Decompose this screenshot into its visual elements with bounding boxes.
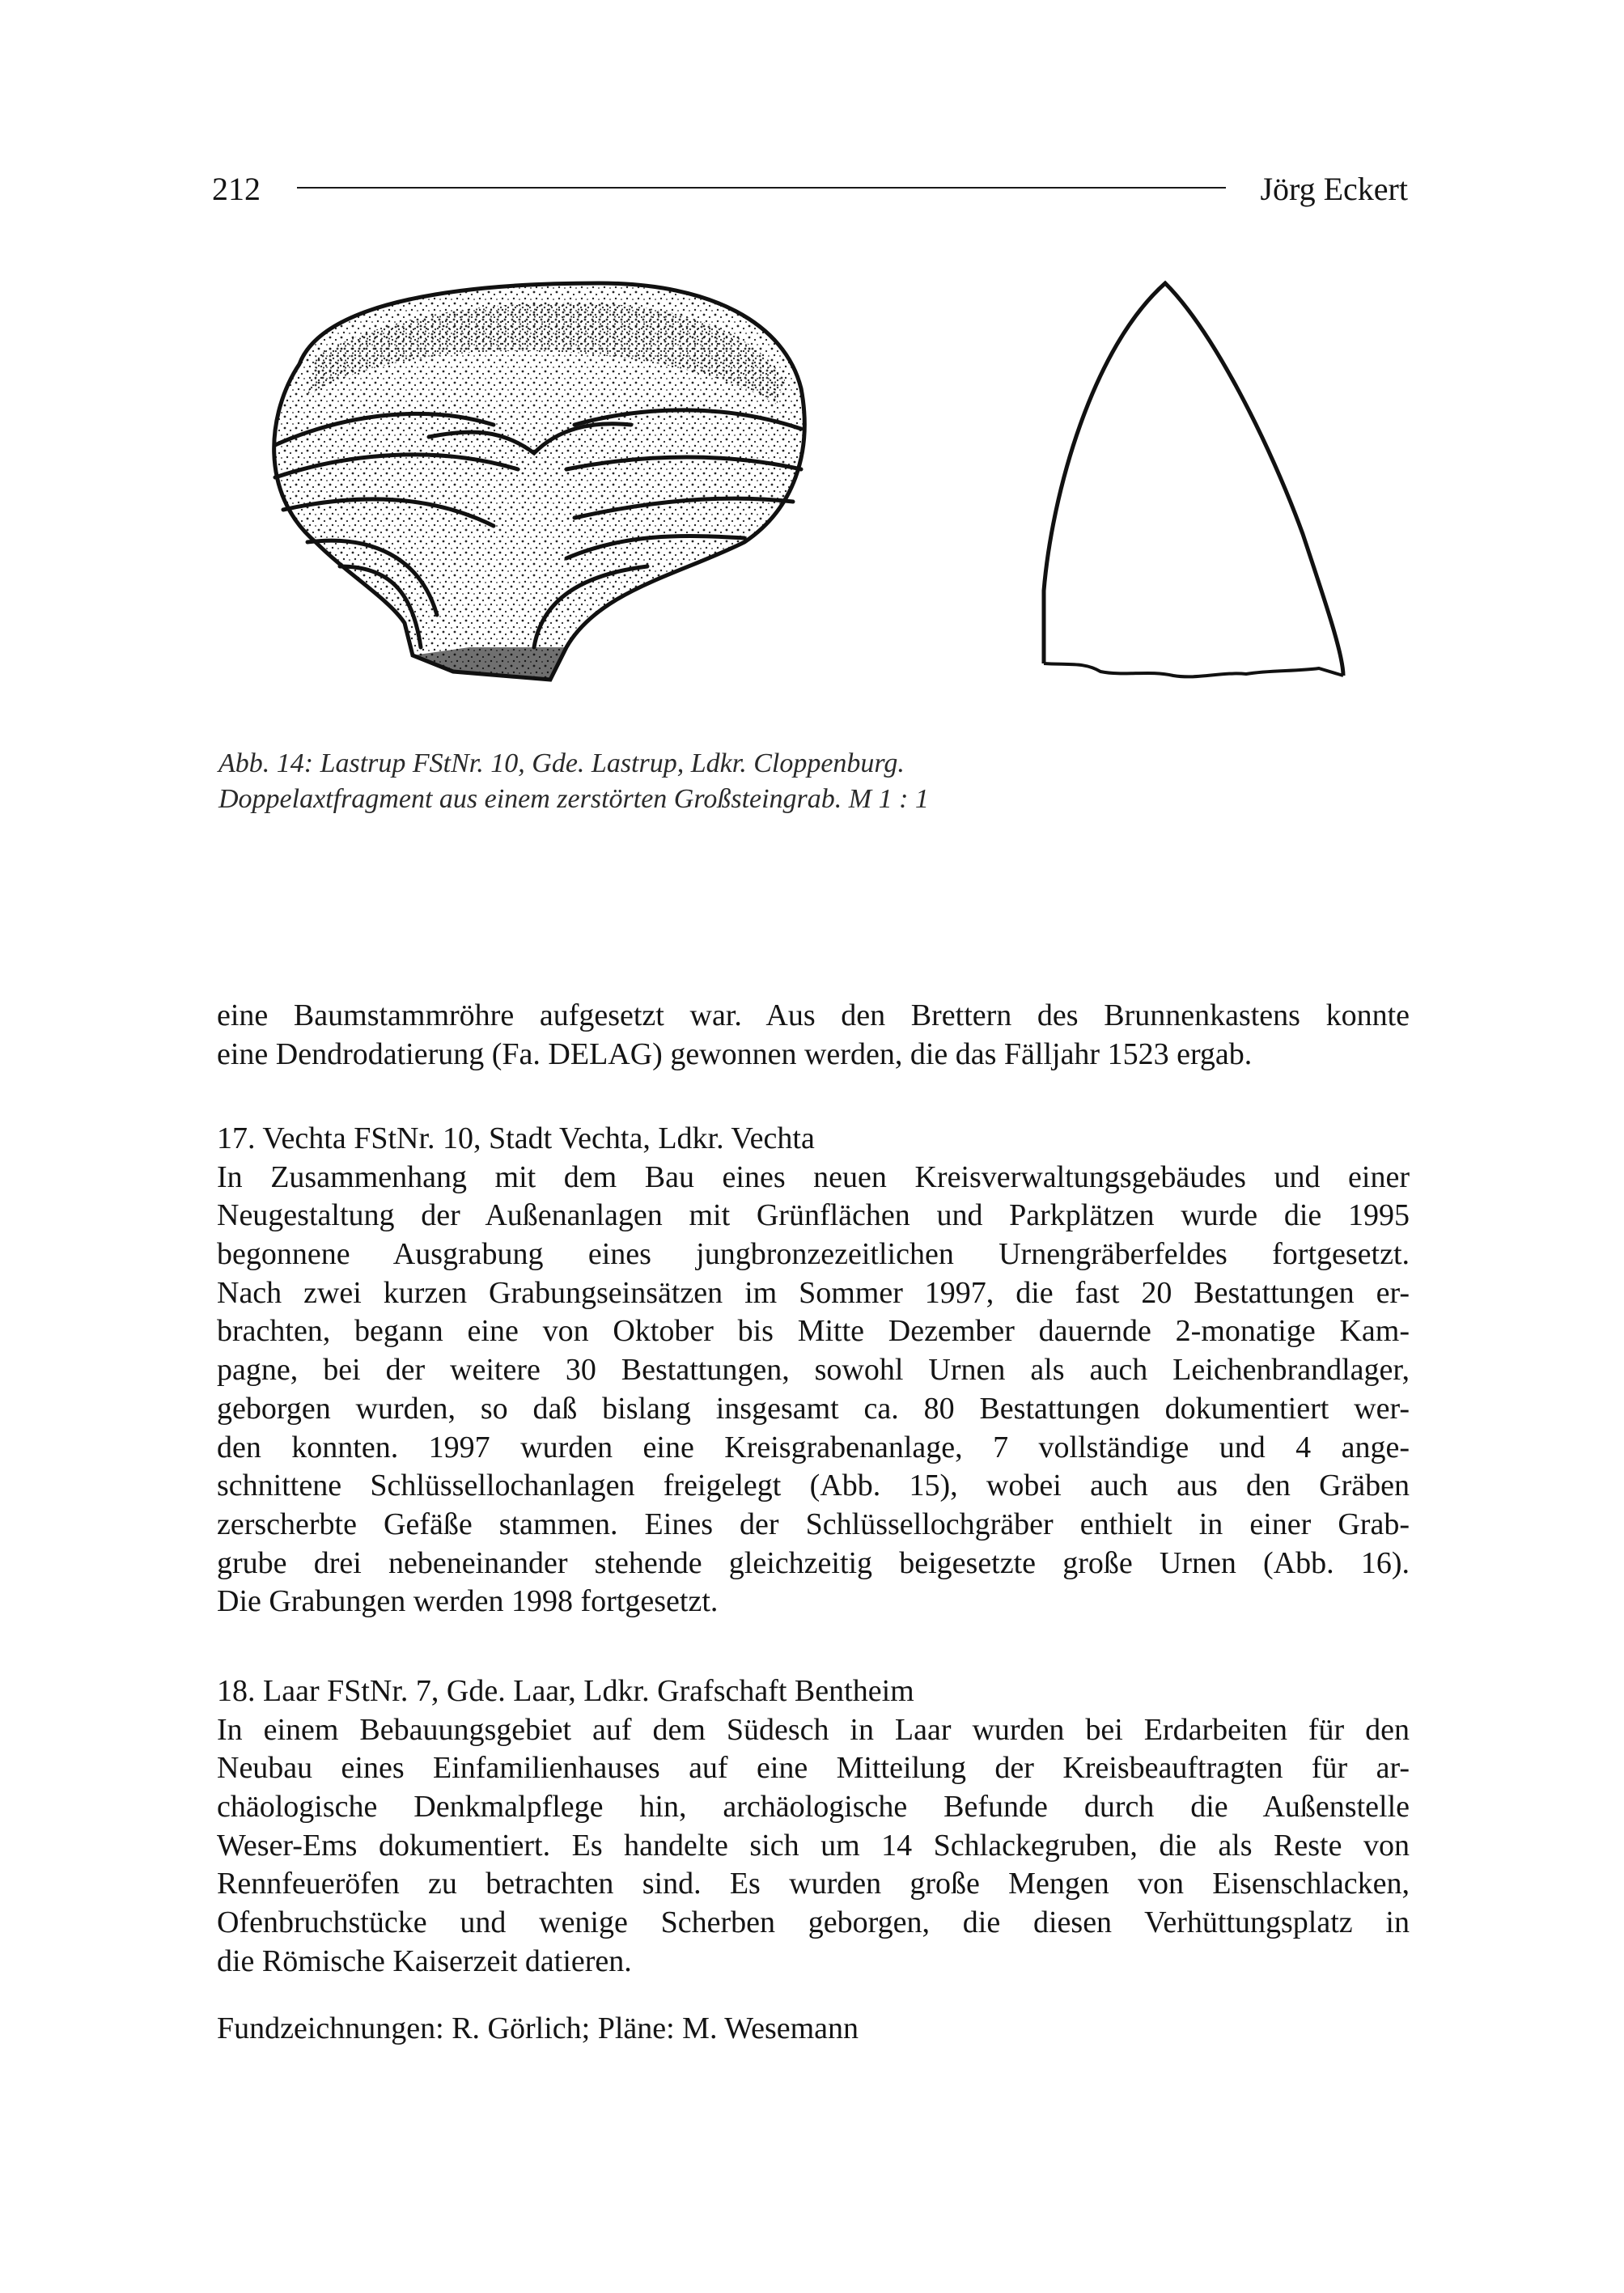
- axe-fragment-drawing: [227, 267, 842, 696]
- text-line: In Zusammenhang mit dem Bau eines neuen Kreisverwaltungsgebäudes und einer: [217, 1159, 1410, 1194]
- text-line: Neugestaltung der Außenanlagen mit Grünflächen und Parkplätzen wurde die 1995: [217, 1198, 1410, 1233]
- page-number: 212: [212, 171, 261, 207]
- text-line: den konnten. 1997 wurden eine Kreisgrabenanlage, 7 vollständige und 4 ange-: [217, 1430, 1410, 1464]
- text-line: eine Dendrodatierung (Fa. DELAG) gewonnen werden, die das Fälljahr 1523 ergab.: [217, 1036, 1253, 1071]
- text-line: zerscherbte Gefäße stammen. Eines der Schlüssellochgräber enthielt in einer Grab-: [217, 1507, 1410, 1541]
- text-line: schnittene Schlüssellochanlagen freigelegt (Abb. 15), wobei auch aus den Gräben: [217, 1469, 1410, 1503]
- caption-line: Doppelaxtfragment aus einem zerstörten Großsteingrab. M 1 : 1: [218, 784, 929, 814]
- text-line: Rennfeueröfen zu betrachten sind. Es wurden große Mengen von Eisenschlacken,: [217, 1867, 1410, 1901]
- text-line: In einem Bebauungsgebiet auf dem Südesch in Laar wurden bei Erdarbeiten für den: [217, 1712, 1410, 1747]
- running-header: [212, 154, 1408, 218]
- cross-section-drawing: [1036, 267, 1376, 704]
- text-line: Ofenbruchstücke und wenige Scherben geborgen, die diesen Verhüttungsplatz in: [217, 1905, 1410, 1940]
- text-line: grube drei nebeneinander stehende gleichzeitig beigesetzte große Urnen (Abb. 16).: [217, 1545, 1410, 1580]
- section-heading: 17. Vechta FStNr. 10, Stadt Vechta, Ldkr. Vechta: [217, 1121, 815, 1155]
- text-line: Neubau eines Einfamilienhauses auf eine Mitteilung der Kreisbeauftragten für ar-: [217, 1751, 1410, 1786]
- text-line: pagne, bei der weitere 30 Bestattungen, sowohl Urnen als auch Leichenbrandlager,: [217, 1353, 1410, 1388]
- section-18-laar: [217, 1672, 1410, 1981]
- header-rule: [297, 187, 1226, 189]
- text-line: chäologische Denkmalpflege hin, archäologische Befunde durch die Außenstelle: [217, 1790, 1410, 1825]
- figure-caption: [218, 746, 1189, 817]
- text-line: Die Grabungen werden 1998 fortgesetzt.: [217, 1584, 719, 1619]
- text-line: brachten, begann eine von Oktober bis Mitte Dezember dauernde 2-monatige Kam-: [217, 1314, 1410, 1349]
- paragraph-continuation: [217, 997, 1410, 1074]
- caption-line: Abb. 14: Lastrup FStNr. 10, Gde. Lastrup, Ldkr. Cloppenburg.: [218, 748, 905, 778]
- text-line: Nach zwei kurzen Grabungseinsätzen im Sommer 1997, die fast 20 Bestattungen er-: [217, 1275, 1410, 1310]
- text-line: die Römische Kaiserzeit datieren.: [217, 1943, 632, 1978]
- running-head-author: Jörg Eckert: [1260, 171, 1408, 207]
- credits: [217, 2010, 1410, 2049]
- text-line: Weser-Ems dokumentiert. Es handelte sich um 14 Schlackegruben, die als Reste von: [217, 1828, 1410, 1863]
- credits-line: Fundzeichnungen: R. Görlich; Pläne: M. Wesemann: [217, 2011, 859, 2045]
- text-line: begonnene Ausgrabung eines jungbronzezeitlichen Urnengräberfeldes fortgesetzt.: [217, 1237, 1410, 1272]
- section-17-vechta: [217, 1120, 1410, 1621]
- text-line: eine Baumstammröhre aufgesetzt war. Aus den Brettern des Brunnenkastens konnte: [217, 998, 1410, 1032]
- section-heading: 18. Laar FStNr. 7, Gde. Laar, Ldkr. Grafschaft Bentheim: [217, 1674, 914, 1708]
- text-line: geborgen wurden, so daß bislang insgesamt ca. 80 Bestattungen dokumentiert wer-: [217, 1391, 1410, 1426]
